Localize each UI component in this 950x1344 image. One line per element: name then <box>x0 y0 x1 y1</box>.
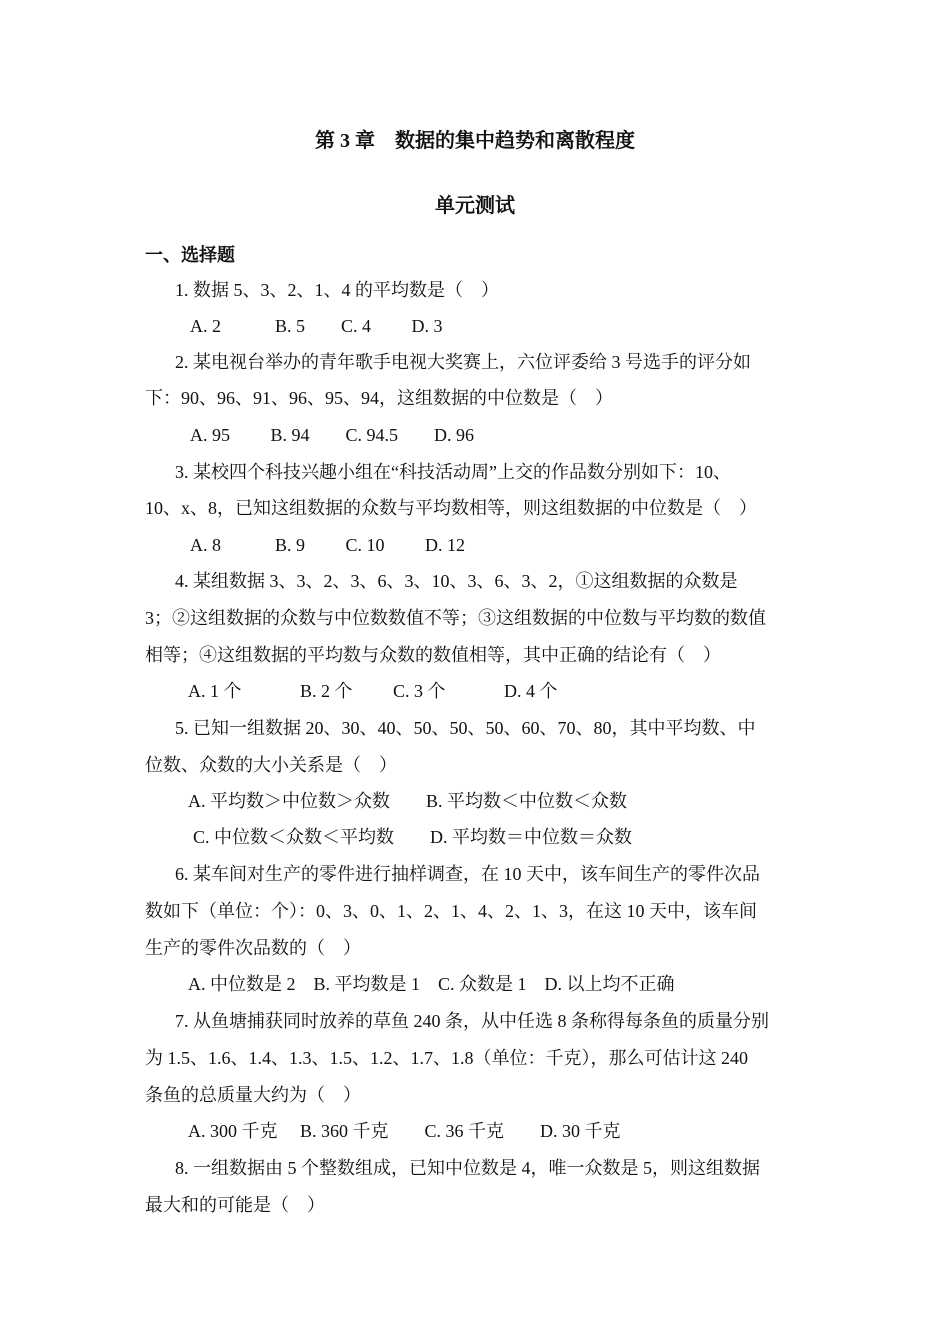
question-1-options: A. 2 B. 5 C. 4 D. 3 <box>190 316 443 336</box>
question-8: 8. 一组数据由 5 个整数组成，已知中位数是 4，唯一众数是 5，则这组数据 <box>175 1158 760 1178</box>
section-heading: 一、选择题 <box>145 245 235 265</box>
question-4: 4. 某组数据 3、3、2、3、6、3、10、3、6、3、2，①这组数据的众数是 <box>175 571 738 591</box>
question-7-cont-2: 条鱼的总质量大约为（ ） <box>145 1085 361 1105</box>
question-7-cont-1: 为 1.5、1.6、1.4、1.3、1.5、1.2、1.7、1.8（单位：千克），那么可估计这 240 <box>145 1048 748 1068</box>
question-6-options: A. 中位数是 2 B. 平均数是 1 C. 众数是 1 D. 以上均不正确 <box>188 974 675 994</box>
question-7: 7. 从鱼塘捕获同时放养的草鱼 240 条，从中任选 8 条称得每条鱼的质量分别 <box>175 1011 769 1031</box>
question-3: 3. 某校四个科技兴趣小组在“科技活动周”上交的作品数分别如下：10、 <box>175 462 731 482</box>
question-4-cont-1: 3；②这组数据的众数与中位数数值不等；③这组数据的中位数与平均数的数值 <box>145 608 766 628</box>
chapter-title: 第 3 章 数据的集中趋势和离散程度 <box>315 130 635 152</box>
question-2: 2. 某电视台举办的青年歌手电视大奖赛上，六位评委给 3 号选手的评分如 <box>175 352 751 372</box>
question-1: 1. 数据 5、3、2、1、4 的平均数是（ ） <box>175 280 499 300</box>
question-5-cont: 位数、众数的大小关系是（ ） <box>145 755 397 775</box>
question-3-cont: 10、x、8，已知这组数据的众数与平均数相等，则这组数据的中位数是（ ） <box>145 498 757 518</box>
test-subtitle: 单元测试 <box>435 195 515 217</box>
question-4-cont-2: 相等；④这组数据的平均数与众数的数值相等，其中正确的结论有（ ） <box>145 645 721 665</box>
question-6-cont-1: 数如下（单位：个）：0、3、0、1、2、1、4、2、1、3，在这 10 天中，该车间 <box>145 901 757 921</box>
question-2-options: A. 95 B. 94 C. 94.5 D. 96 <box>190 425 475 445</box>
question-6-cont-2: 生产的零件次品数的（ ） <box>145 938 361 958</box>
question-6: 6. 某车间对生产的零件进行抽样调查，在 10 天中，该车间生产的零件次品 <box>175 864 760 884</box>
question-8-cont: 最大和的可能是（ ） <box>145 1195 325 1215</box>
question-4-options: A. 1 个 B. 2 个 C. 3 个 D. 4 个 <box>188 681 558 701</box>
question-3-options: A. 8 B. 9 C. 10 D. 12 <box>190 535 466 555</box>
question-7-options: A. 300 千克 B. 360 千克 C. 36 千克 D. 30 千克 <box>188 1121 621 1141</box>
question-2-cont: 下：90、96、91、96、95、94，这组数据的中位数是（ ） <box>145 388 613 408</box>
question-5: 5. 已知一组数据 20、30、40、50、50、50、60、70、80，其中平均数、中 <box>175 718 756 738</box>
question-5-options-cd: C. 中位数＜众数＜平均数 D. 平均数＝中位数＝众数 <box>193 827 633 847</box>
question-5-options-ab: A. 平均数＞中位数＞众数 B. 平均数＜中位数＜众数 <box>188 791 628 811</box>
